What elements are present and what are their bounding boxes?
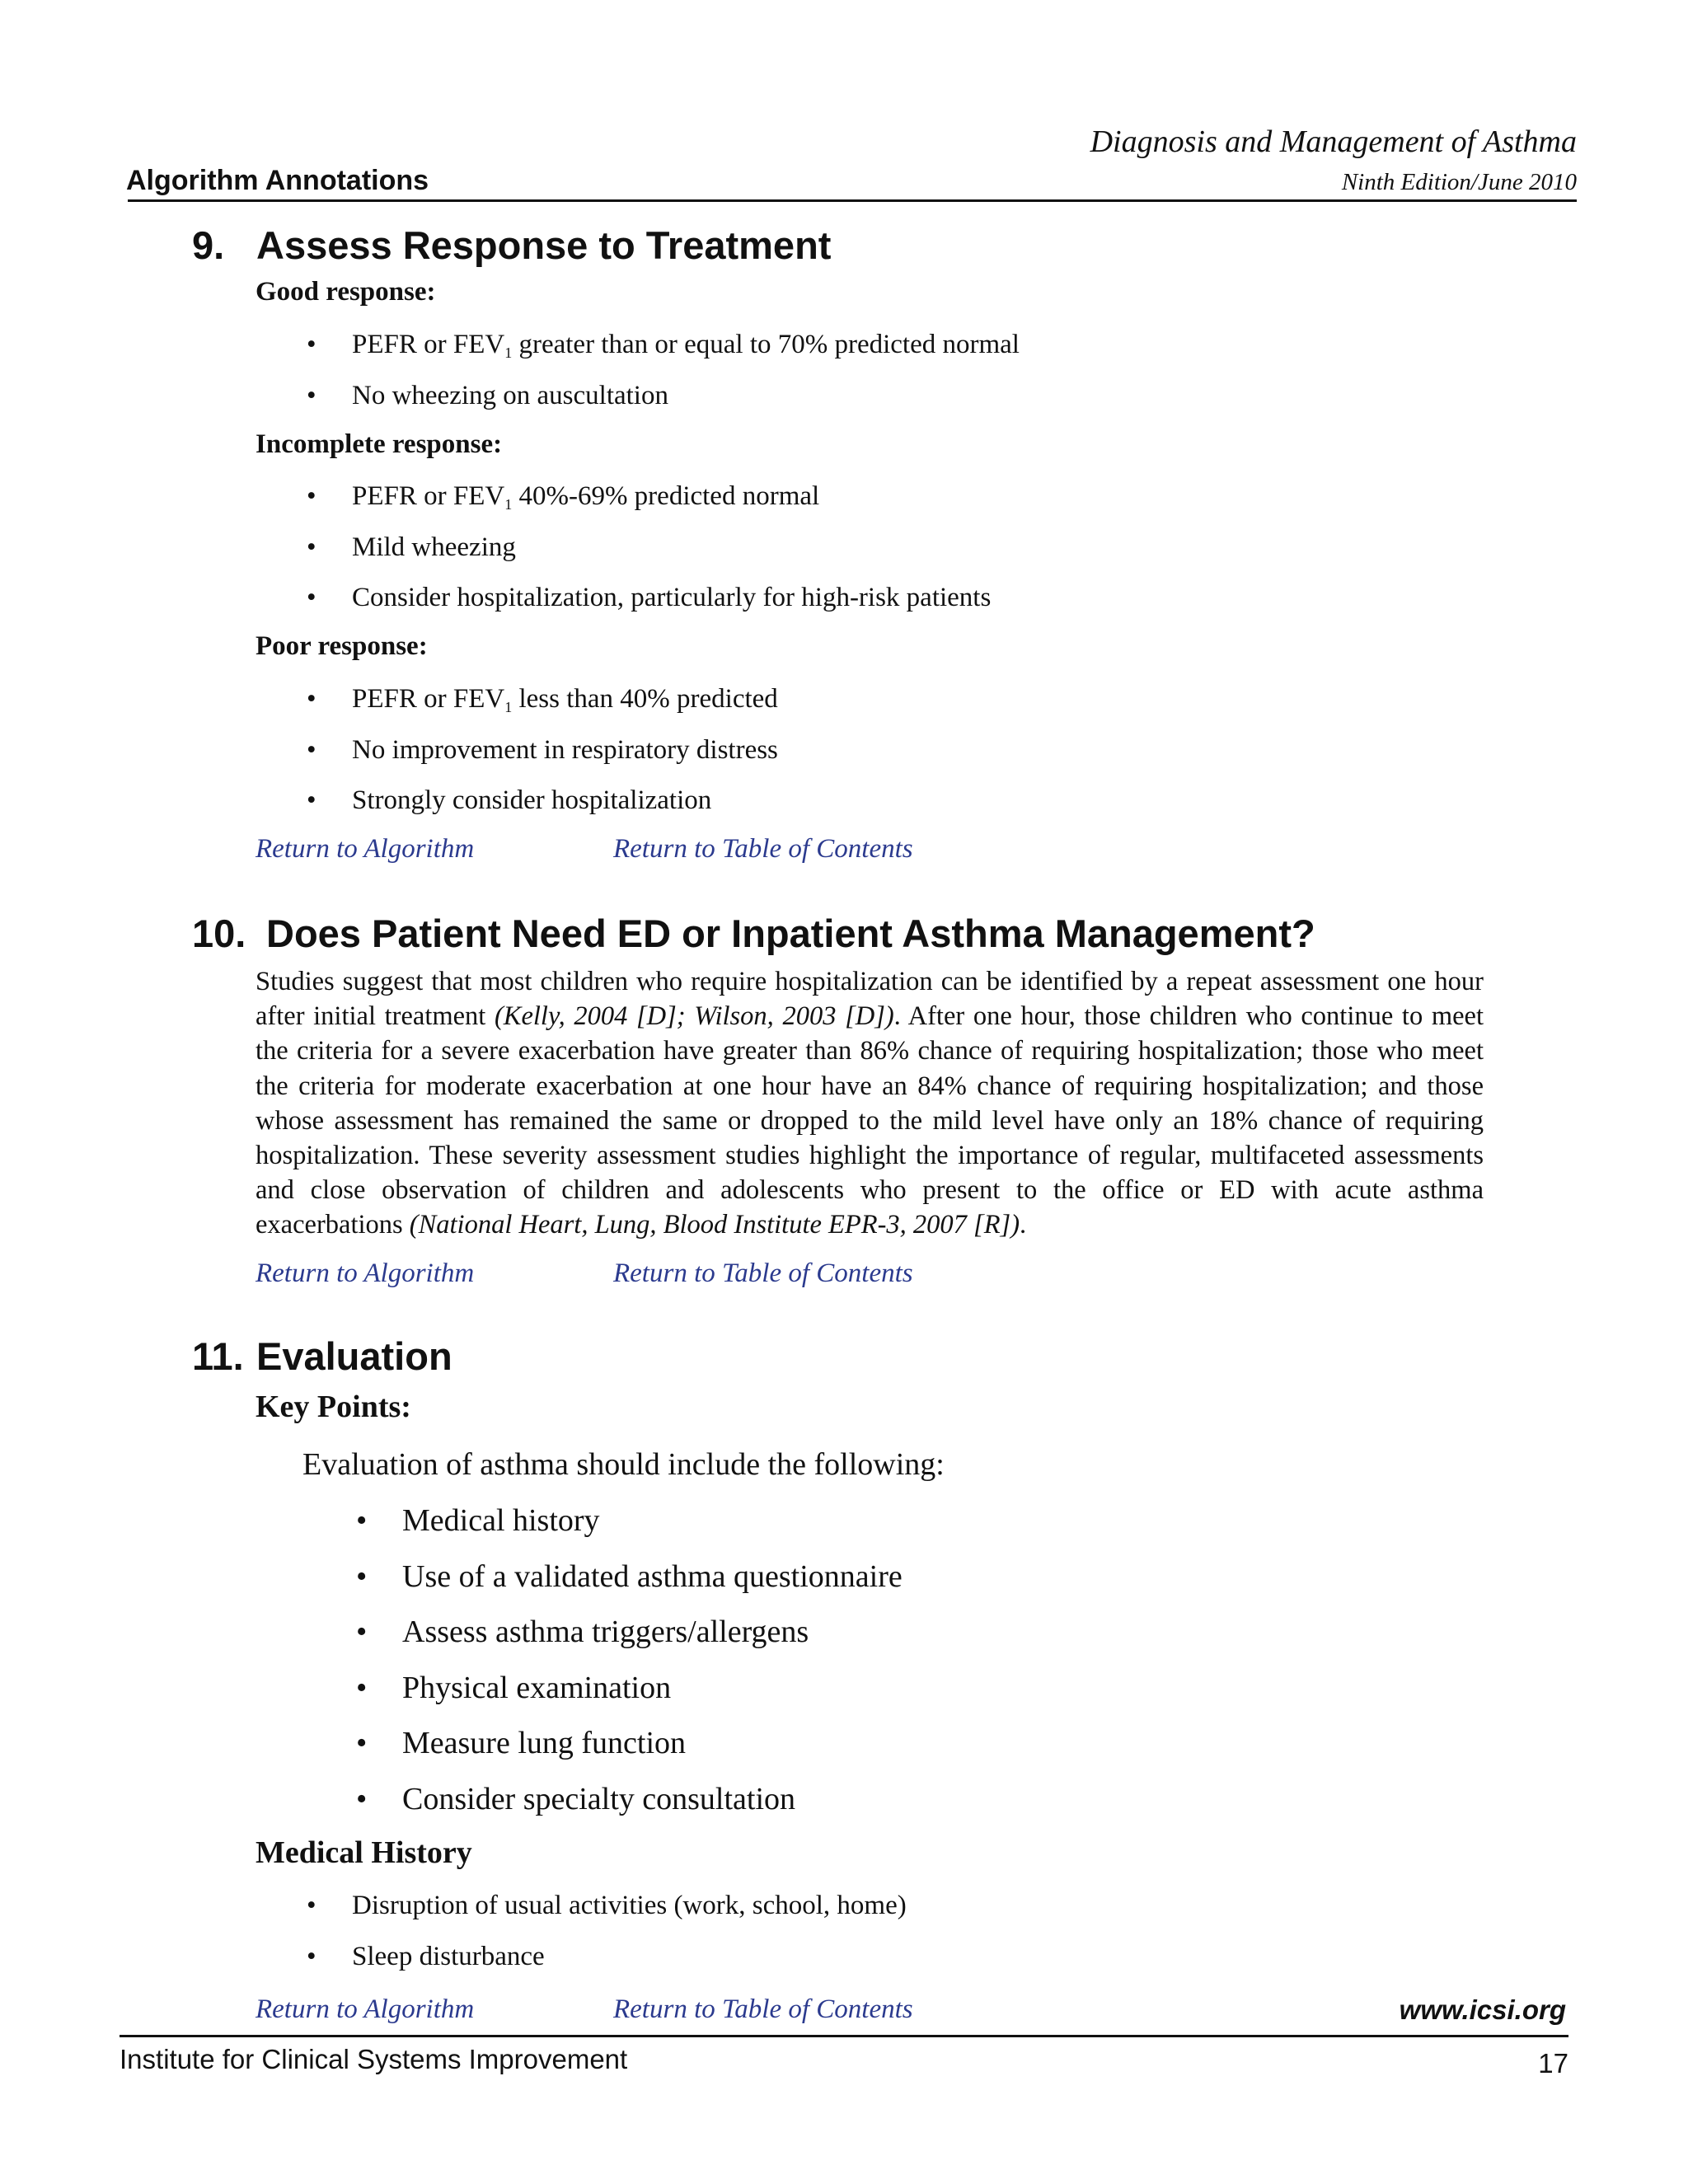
citation: (Kelly, 2004 [D]; Wilson, 2003 [D]): [494, 1001, 894, 1032]
bullet-icon: •: [307, 380, 316, 410]
footer-divider: [120, 2035, 1568, 2037]
good-response-label: Good response:: [256, 277, 436, 307]
good-response-list: [307, 328, 1020, 429]
bullet-icon: •: [356, 1503, 368, 1538]
list-item: • Consider hospitalization, particularly for high-risk patients: [307, 583, 992, 612]
list-item: • Measure lung function: [356, 1726, 687, 1761]
edition-label: Ninth Edition/June 2010: [1341, 169, 1577, 195]
list-item: • Medical history: [356, 1503, 600, 1538]
section-11-number: 11.: [192, 1334, 244, 1378]
incomplete-response-label: Incomplete response:: [256, 429, 503, 459]
section-10-title: Does Patient Need ED or Inpatient Asthma Management?: [266, 912, 1315, 955]
key-points-label: Key Points:: [256, 1390, 411, 1424]
list-item: • Disruption of usual activities (work, school, home): [307, 1891, 907, 1920]
list-item: • Sleep disturbance: [307, 1941, 545, 1971]
section-9-heading: [192, 223, 831, 268]
list-item: • Physical examination: [356, 1670, 672, 1705]
medical-history-label: Medical History: [256, 1835, 472, 1870]
bullet-icon: •: [307, 1891, 316, 1920]
section-9-title: Assess Response to Treatment: [256, 223, 832, 267]
list-item: • Consider specialty consultation: [356, 1781, 796, 1816]
bullet-icon: •: [356, 1726, 368, 1761]
poor-response-list: [307, 682, 778, 835]
medical-history-list: [307, 1889, 907, 1990]
return-to-toc-link[interactable]: Return to Table of Contents: [613, 1258, 913, 1288]
list-item: • PEFR or $FEV_1$ greater than or equal to 70% predicted normal: [307, 330, 1020, 361]
list-item: • No wheezing on auscultation: [307, 380, 668, 410]
return-to-algorithm-link[interactable]: Return to Algorithm: [256, 834, 475, 864]
citation: (National Heart, Lung, Blood Institute EPR-3, 2007 [R]): [409, 1210, 1020, 1240]
bullet-icon: •: [307, 532, 316, 562]
incomplete-response-list: [307, 480, 992, 632]
evaluation-intro: Evaluation of asthma should include the following:: [302, 1447, 945, 1482]
list-item: • Use of a validated asthma questionnaire: [356, 1558, 903, 1594]
header-divider: [128, 199, 1577, 202]
bullet-icon: •: [307, 1941, 316, 1971]
list-item: • Assess asthma triggers/allergens: [356, 1615, 809, 1650]
poor-response-label: Poor response:: [256, 631, 428, 661]
bullet-icon: •: [307, 583, 316, 612]
section-10-number: 10.: [192, 912, 246, 955]
footer-organization: Institute for Clinical Systems Improvement: [120, 2044, 628, 2074]
bullet-icon: •: [307, 785, 316, 815]
section-11-title: Evaluation: [256, 1334, 452, 1378]
bullet-icon: •: [356, 1670, 368, 1705]
list-item: • PEFR or $FEV_1$ 40%-69% predicted normal: [307, 481, 820, 513]
section-11-heading: [192, 1333, 452, 1379]
list-item: • Strongly consider hospitalization: [307, 785, 712, 815]
return-to-toc-link[interactable]: Return to Table of Contents: [613, 1994, 913, 2024]
page-number: 17: [1538, 2048, 1568, 2079]
return-to-toc-link[interactable]: Return to Table of Contents: [613, 834, 913, 864]
document-title: Diagnosis and Management of Asthma: [1090, 124, 1577, 159]
section-10-paragraph: Studies suggest that most children who require hospitalization can be identified by a repeat assessment one hour after initial treatment (Kelly, 2004 [D]; Wilson, 2003 [D]). After one hour, those children who continue to meet the criteria for a severe exacerbation have greater than 86% chance of requiring hospitalization; those who meet the criteria for moderate exacerbation at one hour have an 84% chance of requiring hospitalization; and those whose assessment has remained the same or dropped to the mild level have only an 18% chance of requiring hospitalization. These severity assessment studies highlight the importance of regular, multifaceted assessments and close observation of children and adolescents who present to the office or ED with acute asthma exacerbations (National Heart, Lung, Blood Institute EPR-3, 2007 [R]).: [256, 967, 1484, 1240]
section-9-number: 9.: [192, 223, 225, 267]
bullet-icon: •: [307, 684, 316, 714]
bullet-icon: •: [307, 330, 316, 359]
list-item: • PEFR or $FEV_1$ less than 40% predicted: [307, 684, 778, 715]
bullet-icon: •: [356, 1781, 368, 1816]
section-label: Algorithm Annotations: [126, 165, 429, 196]
bullet-icon: •: [307, 734, 316, 765]
bullet-icon: •: [356, 1615, 368, 1650]
bullet-icon: •: [307, 481, 316, 511]
list-item: • Mild wheezing: [307, 532, 516, 562]
list-item: • No improvement in respiratory distress: [307, 734, 778, 765]
bullet-icon: •: [356, 1558, 368, 1594]
section-10-heading: [192, 911, 1315, 956]
website-link[interactable]: www.icsi.org: [1399, 1994, 1566, 2025]
return-to-algorithm-link[interactable]: Return to Algorithm: [256, 1994, 475, 2024]
key-points-list: [356, 1502, 903, 1836]
return-to-algorithm-link[interactable]: Return to Algorithm: [256, 1258, 475, 1288]
